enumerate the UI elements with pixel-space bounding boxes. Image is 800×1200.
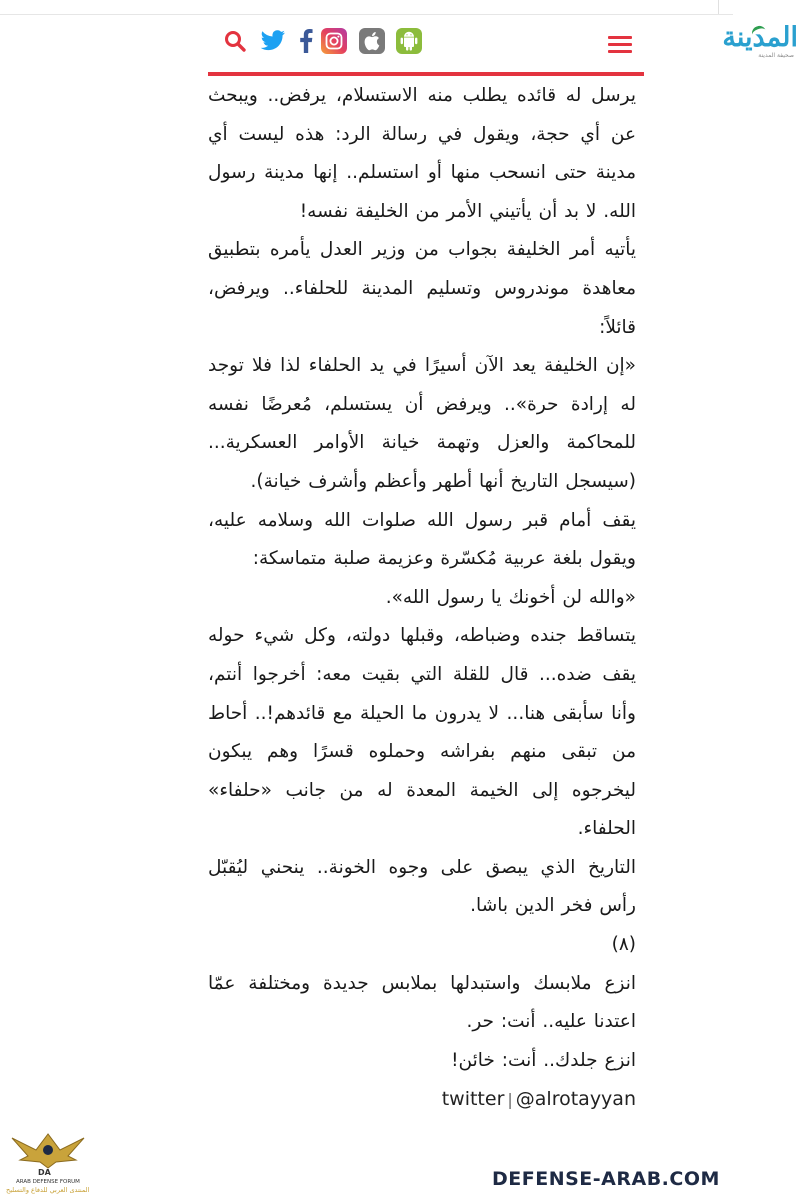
android-icon[interactable] [396, 28, 422, 54]
article-paragraph: «إن الخليفة يعد الآن أسيرًا في يد الحلفاء لذا فلا توجد له إرادة حرة».. ويرفض أن يستسلم، مُعرضًا نفسه للمحاكمة والعزل وتهمة خيانة الأوامر العسكرية... (سيسجل التاريخ أنها أطهر وأعظم وأشرف خيانة). [208, 355, 636, 492]
logo-subtitle: صحيفة المدينة [758, 52, 794, 59]
article-paragraph: يتساقط جنده وضباطه، وقبلها دولته، وكل شيء حوله يقف ضده... قال للقلة التي بقيت معه: أخرجوا أنتم، وأنا سأبقى هنا... لا يدرون ما الحيلة مع قائدهم!.. أحاط من تبقى منهم بفراشه وحملوه قسرًا وهم يبكون ليخرجوه إلى الخيمة المعدة له من جانب «حلفاء» الحلفاء. [208, 625, 636, 840]
eagle-emblem-icon [0, 1128, 96, 1170]
twitter-icon[interactable] [260, 28, 286, 54]
menu-line [608, 43, 632, 46]
section-number: (٨) [611, 934, 636, 956]
article-paragraph: التاريخ الذي يبصق على وجوه الخونة.. ينحني ليُقبّل رأس فخر الدين باشا. [208, 856, 636, 917]
article-paragraph: «والله لن أخونك يا رسول الله». [385, 586, 636, 608]
author-signature [208, 1080, 636, 1119]
instagram-icon[interactable] [321, 28, 347, 54]
site-header [208, 14, 798, 72]
article-paragraph: يرسل له قائده يطلب منه الاستسلام، يرفض.. ويبحث عن أي حجة، ويقول في رسالة الرد: هذه ليست أي مدينة حتى انسحب منها أو استسلم.. إنها مدينة رسول الله. لا بد أن يأتيني الأمر من الخليفة نفسه! [208, 85, 636, 222]
forum-watermark-logo [0, 1128, 96, 1200]
hamburger-menu-icon[interactable] [608, 34, 632, 54]
article-paragraph: يقف أمام قبر رسول الله صلوات الله وسلامه عليه، ويقول بلغة عربية مُكسّرة وعزيمة صلبة متماسكة: [208, 509, 636, 570]
author-handle-link[interactable]: @alrotayyan [515, 1088, 636, 1111]
watermark-abbr: DA [38, 1168, 51, 1177]
menu-line [608, 36, 632, 39]
facebook-icon[interactable] [293, 28, 319, 54]
article-paragraph: يأتيه أمر الخليفة بجواب من وزير العدل يأمره بتطبيق معاهدة موندروس وتسليم المدينة للحلفاء.. ويرفض، قائلاً: [208, 239, 636, 338]
watermark-forum-ar: المنتدى العربي للدفاع والتسليح [6, 1186, 90, 1194]
menu-line [608, 50, 632, 53]
article-paragraph: انزع جلدك.. أنت: خائن! [451, 1049, 636, 1071]
scrollbar-corner [718, 0, 733, 14]
signature-platform: twitter [441, 1088, 505, 1111]
apple-icon[interactable] [359, 28, 385, 54]
article-body [208, 76, 636, 1119]
signature-separator: | [507, 1090, 513, 1110]
article-paragraph: انزع ملابسك واستبدلها بملابس جديدة ومختلفة عمّا اعتدنا عليه.. أنت: حر. [208, 972, 636, 1033]
watermark-forum-en: ARAB DEFENSE FORUM [16, 1179, 80, 1185]
search-icon[interactable] [222, 28, 248, 54]
browser-top-strip [0, 0, 733, 15]
site-logo[interactable] [722, 22, 800, 62]
logo-text: المدينة [722, 22, 798, 53]
watermark-site-name: DEFENSE-ARAB.COM [492, 1168, 720, 1190]
